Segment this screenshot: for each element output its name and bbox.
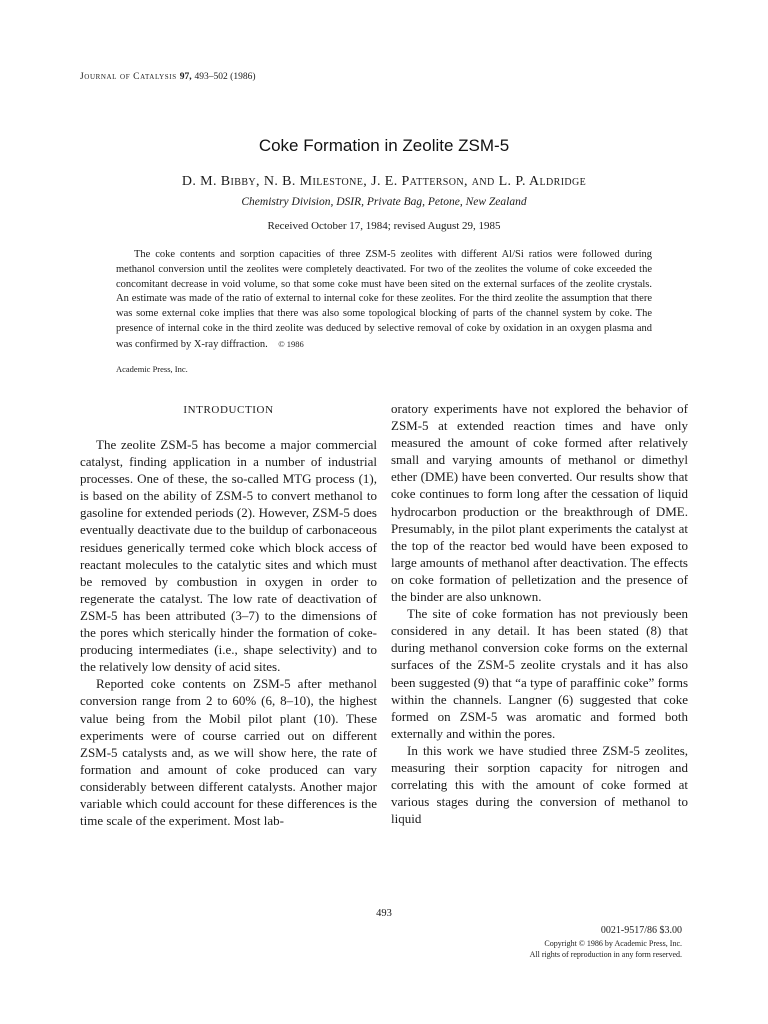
intro-paragraph: The zeolite ZSM-5 has become a major commercial catalyst, finding application in a number of industrial processes. One of these, the so-called MTG process (1), is based on the ability of ZSM-5 to convert methanol to gasoline for extended periods (2). However, ZSM-5 does eventually deactivate due to the buildup of carbonaceous residues generically termed coke which block access of reactant molecules to the catalytic sites and which must be removed by combustion in oxygen in order to regenerate the catalyst. The low rate of deactivation of ZSM-5 has been attributed (3–7) to the dimensions of the pores which sterically hinder the formation of coke-producing intermediates (i.e., shape selectivity) and to the relatively low density of acid sites. — [80, 437, 377, 675]
abstract-copyright: © 1986 — [278, 338, 304, 349]
abstract-publisher: Academic Press, Inc. — [116, 364, 188, 374]
left-column — [80, 400, 377, 829]
page-number: 493 — [376, 908, 392, 919]
footer-copyright: Copyright © 1986 by Academic Press, Inc. — [544, 939, 682, 948]
abstract — [116, 248, 652, 353]
journal-header — [80, 72, 680, 82]
journal-pages: 493–502 (1986) — [194, 72, 256, 82]
intro-paragraph: The site of coke formation has not previously been considered in any detail. It has been stated (8) that during methanol conversion coke forms on the external surfaces of the ZSM-5 zeolite crystals and it has also been suggested (9) that “a type of paraffinic coke” forms within the channels. Langner (6) suggested that coke formed on ZSM-5 was aromatic and formed both externally and within the pores. — [391, 606, 688, 741]
intro-paragraph: Reported coke contents on ZSM-5 after methanol conversion range from 2 to 60% (6, 8–10), the highest value being from the Mobil pilot plant (10). These experiments were of course carried out on different ZSM-5 catalysts and, as we will show here, the rate of formation and amount of coke produced can vary considerably between different catalysts. Another major variable which could account for these differences is the time scale of the experiment. Most lab- — [80, 676, 377, 829]
article-title: Coke Formation in Zeolite ZSM-5 — [258, 136, 510, 155]
article-authors: D. M. Bibby, N. B. Milestone, J. E. Patterson, and L. P. Aldridge — [181, 174, 587, 189]
intro-paragraph: In this work we have studied three ZSM-5 zeolites, measuring their sorption capacity for nitrogen and correlating this with the amount of coke formed at various stages during the conversion of methanol to liquid — [391, 742, 688, 827]
intro-paragraph: oratory experiments have not explored the behavior of ZSM-5 at extended reaction times and have only measured the amount of coke formed after relatively small and varying amounts of methanol or dimethyl ether (DME) have been converted. Our results show that coke continues to form long after the cessation of liquid hydrocarbon production or the breakthrough of DME. Presumably, in the pilot plant experiments the catalyst at the top of the reactor bed would have been exposed to large amounts of methanol after deactivation. The effects on coke formation of pelletization and the presence of the binder are also unknown. — [391, 401, 688, 605]
author-affiliation: Chemistry Division, DSIR, Private Bag, Petone, New Zealand — [241, 196, 527, 208]
journal-name: Journal of Catalysis — [80, 72, 177, 82]
right-column — [391, 400, 688, 827]
section-heading-introduction: INTRODUCTION — [183, 404, 274, 416]
footer-block — [530, 924, 682, 960]
journal-volume: 97, — [179, 72, 192, 82]
received-dates: Received October 17, 1984; revised August 29, 1985 — [267, 220, 501, 232]
issn-price: 0021-9517/86 $3.00 — [600, 925, 682, 936]
abstract-text: The coke contents and sorption capacities of three ZSM-5 zeolites with different Al/Si ratios were followed during methanol conversion until the zeolites were completely deactivated. For two of the zeolites the volume of coke exceeded the concomitant decrease in void volume, so that some coke must have been sited on the external surfaces of the zeolite crystals. An estimate was made of the ratio of external to internal coke for these zeolites. For the third zeolite the assumption that there was some external coke implies that there was also some topological blocking of parts of the channel system by coke. The presence of internal coke in the third zeolite was deduced by selective removal of coke by oxidation in an oxygen plasma and was confirmed by X-ray diffraction. — [116, 249, 652, 350]
footer-rights: All rights of reproduction in any form reserved. — [529, 950, 682, 959]
